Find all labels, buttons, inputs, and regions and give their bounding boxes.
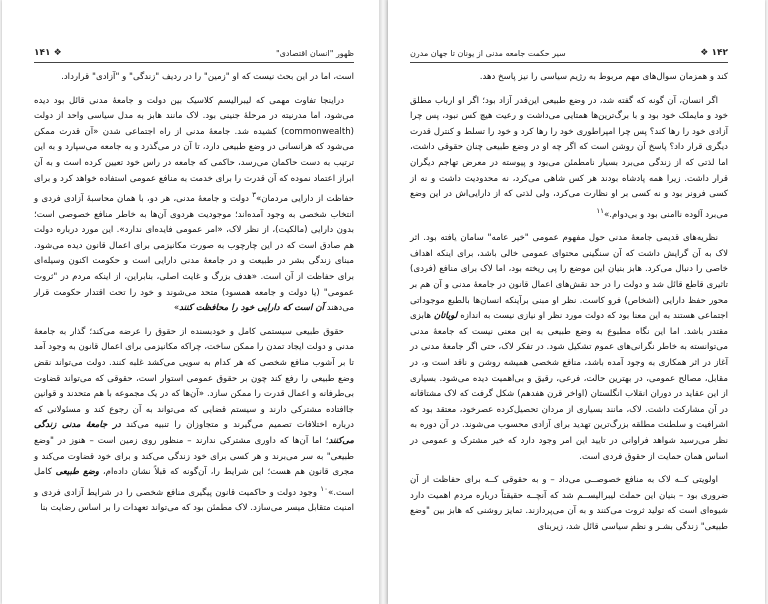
- emphasis: وضع طبیعی: [55, 467, 100, 478]
- footnote-ref: ۳: [252, 190, 256, 200]
- book-gutter: [379, 0, 388, 604]
- page-number-value: ۱۴۲: [711, 48, 728, 58]
- paragraph: نظریه‌های قدیمی جامعهٔ مدنی حول مفهوم عمومی "خیر عامه" سامان یافته بود. اثر لاک به آن گرایش داشت که آن سنگینی محتوای عمومی خالی باشد، برای اینکه اهداف خاصی را دنبال می‌کرد. هابز بنیان این موضع را پی ریخته بود، اما لاک برای منافع (فردی) تاثیری قاطع قائل شد و دولت را در حد نقش‌های اعمال قانون در جامعهٔ مدنی و آن هم بر محور حفظ دارایی (اشخاص) فرو کاست. نظر او مبنی برآینکه انسان‌ها بالطبع موجوداتی اجتماعی هستند به این معنا بود که دولت مورد نظر او نیازی نیست به اندازه لویاتان هابزی مقتدر باشد. اما این نگاه مطبوع به وضع طبیعی به این معنی نیست که جامعهٔ مدنی می‌توانسته به خاطر نگرانی‌های عموم تشکیل شود. در تفکر لاک، حتی اگر جامعهٔ مدنی در آغاز در اثر همکاری به وجود آمده باشد، منافع شخصی همیشه روشن و ناقد است و، در مقابل، مصالح عمومی، در بهترین حالت، فرعی، رقیق و بی‌اهمیت دیده می‌شود. بسیاری از این عقاید در دوران انقلاب انگلستان (اواخر قرن هفدهم) شکل گرفت که لاک مشتاقانه در آن مشارکت داشت. لاک، مانند بسیاری از مردان تحصیل‌کرده عصرخود، معتقد بود که اشرافیت و سلطنت مطلقه بزرگ‌ترین تهدید برای آزادی محسوب می‌شوند. در آن دوره به نظر می‌رسید شواهد فراوانی در تایید این امر وجود دارد که خیر مشترک و عمومی در اساس همان حمایت از حقوق فردی است.: [410, 233, 728, 462]
- page-number-value: ۱۴۱: [34, 48, 51, 58]
- paragraph: اولویتی کــه لاک به منافع خصوصــی می‌داد – و به حقوقی کــه برای حفاظت از آن ضروری بود – بنیان این حملت لیبرالیســم شد که آنچــه حقیقتاً درباره مردم اهمیت دارد شیوه‌ای است که تولید ثروت می‌کنند و به آن می‌پردازند. تمایز روشنی که هابز بین "وضع طبیعی" زندگی بشـر و نظم سیاسی قائل شد، زیربنای: [410, 475, 728, 532]
- page-number: [700, 48, 728, 58]
- diamond-icon: ❖: [53, 48, 62, 58]
- left-page: [2, 0, 379, 604]
- footnote-ref: ۱۰: [320, 483, 328, 493]
- left-page-header: [34, 46, 354, 60]
- right-page-body: [410, 70, 728, 543]
- paragraph: اگر انسان، آن گونه که گفته شد، در وضع طبیعی این‌قدر آزاد بود؛ اگر او ارباب مطلق خود و مایملک خود بود و با برگ‌ترین‌ها همتایی می‌داشت و رعیت هیچ کس نبود، پس چرا آزادی خود را رها کند؟ پس چرا امپراطوری خود را رها کرد و خود را تسلط و کنترل قدرت دیگری قرار داد؟ پاسخ آن روشن است که اگر چه او در وضع طبیعی چنان حقوقی داشت، اما لذتی که از زندگی می‌برد بسیار نامطمئن می‌بود و پیوسته در معرض تهاجم دیگران قرار داشت. زیرا همه پادشاه بودند هر کس شاهی می‌کرد، نه محدودیت داشت و نه از کسی فرونر بود و نه کسی بر او نظارت می‌کرد، ولی لذتی که از دارایی‌اش در این وضع می‌برد آلوده ناامنی بود و بی‌دوام.»‏$^{۱۱}$: [410, 95, 728, 220]
- emphasis: آن است که دارایی خود را محافظت کنند: [179, 303, 325, 314]
- paragraph: است، اما در این بحث نیست که او "زمین" را در ردیف "زندگی" و "آزادی" قرارداد.: [61, 72, 354, 82]
- paragraph: حقوق طبیعی سیستمی کامل و خودبسنده از حقوق را عرضه می‌کند؛ گذار به جامعهٔ مدنی و دولت ایجاد تمدن را ممکن ساخت، چراکه مکانیزمی برای اعمال قانون به وجود آمد تا بر آشوب منافع شخصی که هر کدام به سویی می‌کشد غلبه کنند. دولت می‌تواند نقض وضع طبیعی را رفع کند چون بر حقوق عمومی استوار است، حقوقی که می‌تواند قضاوت بی‌طرفانه و اعمال قدرت را ممکن سازد. «آن‌ها که در یک مجموعه با هم متحدند و قوانین جاافتاده مشترکی دارند و سیستم قضایی که می‌تواند به آن رجوع کند و مسئولانی که درباره اختلافات تصمیم می‌گیرند و متجاوزان را تنبیه می‌کند در جامعهٔ مدنی زندگی می‌کنند؛ اما آن‌ها که داوری مشترکی ندارند – منظور روی زمین است – هنوز در "وضع طبیعی" به سر می‌برند و هر کسی برای خود زندگی می‌کند و برای خود قضاوت می‌کند و مجری قانون هم هست؛ این شرایط را، آن‌گونه که قبلاً نشان داده‌ام، وضع طبیعی کامل است.»‏$^{۱۰}$ وجود دولت و حاکمیت قانون پیگیری منافع شخصی را در شرایط آزادی فردی و امنیت متقابل میسر می‌سازد. لاک مطمئن بود که می‌تواند تعهدات را بر اساس رضایت بنا: [34, 326, 355, 514]
- header-rule: [410, 62, 728, 63]
- running-title: ظهور "انسان اقتصادی": [275, 48, 354, 58]
- footnote-ref: ۱۱: [596, 205, 605, 215]
- header-rule: [34, 62, 354, 63]
- emphasis: در جامعهٔ مدنی زندگی می‌کنند: [34, 420, 354, 446]
- diamond-icon: ❖: [700, 48, 709, 58]
- right-page-header: [410, 46, 728, 60]
- running-title: سیر حکمت جامعه مدنی از یونان تا جهان مدرن: [410, 48, 566, 58]
- emphasis: لویاتان: [433, 311, 458, 322]
- page-number: [34, 48, 62, 58]
- paragraph: کند و همزمان سوال‌های مهم مربوط به رژیم سیاسی را نیز پاسخ دهد.: [479, 72, 728, 82]
- right-page: [388, 0, 765, 604]
- paragraph: دراینجا تفاوت مهمی که لیبرالیسم کلاسیک بین دولت و جامعهٔ مدنی قائل بود دیده می‌شود، اما مدرنیته در مرحلهٔ جنینی بود. لاک مانند هابز به مدل سیاسی واحد از دولت (commonwealth) کشیده شد. جامعهٔ مدنی از راه اجتماعی شدن «آن قدرت ممکن می‌شود که هرانسانی در وضع طبیعی دارد، تا آن در می‌گذرد و به جامعه می‌سپارد و به این ترتیب به دست حاکمان می‌رسد، حاکمی که جامعه در راس خود تعیین کرده است و به آن ابراز اعتماد نموده که آن قدرت را برای خدمت به منافع عمومی استفاده خواهد کرد و برای حفاظت از دارایی مردمان»‏$^۳$ دولت و جامعهٔ مدنی، هر دو، با همان محاسبهٔ آزادی فردی و انتخاب شخصی به وجود آمده‌اند؛ موجودیت هردوی آن‌ها به خاطر منافع خصوصی است؛ بدون دارایی (مالکیت)، از نظر لاک، «امر عمومی فایده‌ای ندارد». این مورد درباره دولت هم صادق است که در این چارچوب به صورت مکانیزمی برای اعمال قانون دیده می‌شود. مبنای زندگی بشر در طبیعت و در جامعهٔ مدنی دارایی است و حکومت اکنون وسیله‌ای برای حفاظت از آن است. «هدف بزرگ و غایت اصلی، بنابراین، از اینکه مردم در "ثروت عمومی" (یا دولت و جامعه همسود) متحد می‌شوند و خود را تحت اقتدار حکومت قرار می‌دهند آن است که دارایی خود را محافظت کنند»: [34, 95, 354, 314]
- left-page-body: [34, 70, 354, 525]
